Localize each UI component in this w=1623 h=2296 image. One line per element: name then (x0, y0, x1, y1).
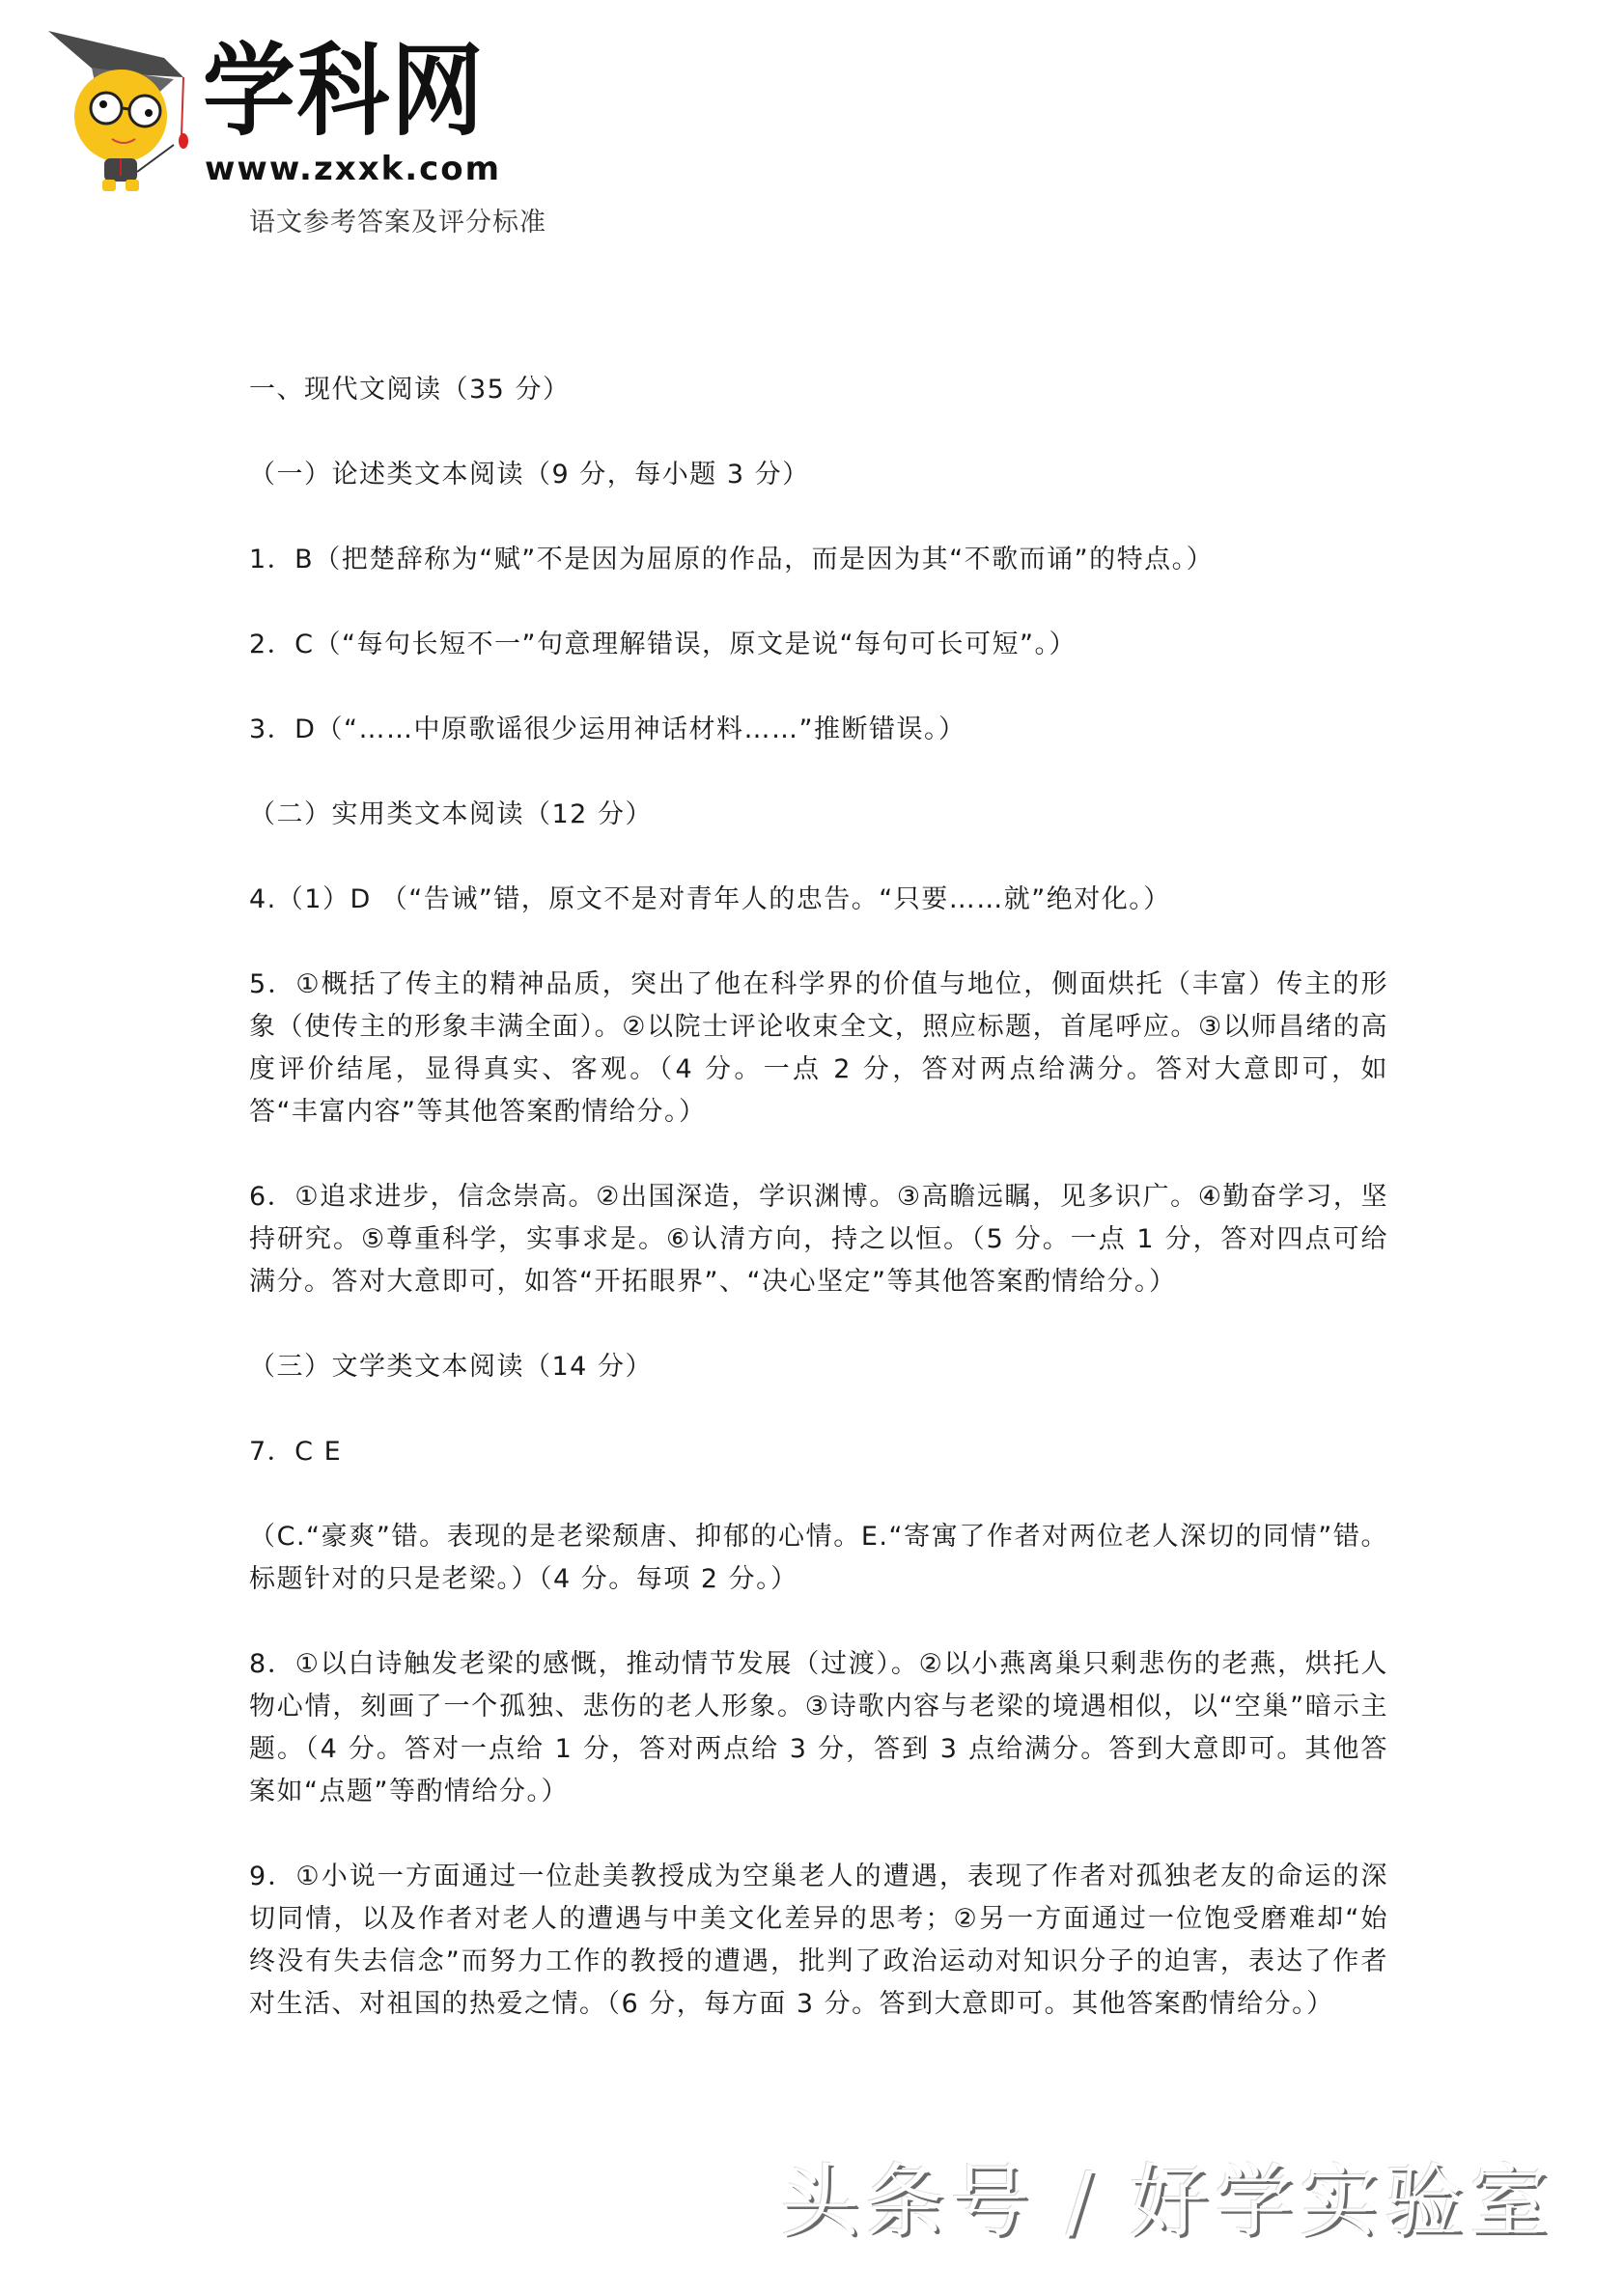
answer-item: 9．①小说一方面通过一位赴美教授成为空巢老人的遭遇，表现了作者对孤独老友的命运的深切同情，以及作者对老人的遭遇与中美文化差异的思考；②另一方面通过一位饱受磨难却“始终没有失去信念”而努力工作的教授的遭遇，批判了政治运动对知识分子的迫害，表达了作者对生活、对祖国的热爱之情。（6 分，每方面 3 分。答到大意即可。其他答案酌情给分。） (249, 1862, 1388, 2019)
subsection-heading-argumentative: （一）论述类文本阅读（9 分，每小题 3 分） (249, 460, 810, 490)
answer-item: 7．C E (249, 1437, 343, 1467)
document-title: 语文参考答案及评分标准 (249, 208, 546, 238)
subsection-heading-practical: （二）实用类文本阅读（12 分） (249, 799, 653, 829)
brand-name: 学科网 (203, 32, 486, 150)
answer-item: （C.“豪爽”错。表现的是老梁颓唐、抑郁的心情。E.“寄寓了作者对两位老人深切的同情”错。标题针对的只是老梁。）（4 分。每项 2 分。） (249, 1522, 1388, 1594)
answer-item: 5．①概括了传主的精神品质，突出了他在科学界的价值与地位，侧面烘托（丰富）传主的形象（使传主的形象丰满全面）。②以院士评论收束全文，照应标题，首尾呼应。③以师昌绪的高度评价结尾，显得真实、客观。（4 分。一点 2 分，答对两点给满分。答对大意即可，如答“丰富内容”等其他答案酌情给分。） (249, 969, 1388, 1127)
answer-item: 4.（1）D （“告诫”错，原文不是对青年人的忠告。“只要……就”绝对化。） (249, 884, 1171, 914)
brand-url: www.zxxk.com (205, 150, 502, 188)
mascot-graduate-icon (39, 19, 198, 193)
answer-item: 1．B（把楚辞称为“赋”不是因为屈原的作品，而是因为其“不歌而诵”的特点。） (249, 545, 1215, 574)
answer-key-body (249, 369, 1388, 2068)
watermark: 头条号 / 好学实验室 (780, 2156, 1554, 2248)
answer-item: 2．C（“每句长短不一”句意理解错误，原文是说“每句可长可短”。） (249, 630, 1077, 659)
subsection-heading-literary: （三）文学类文本阅读（14 分） (249, 1352, 653, 1382)
zxxk-logo (39, 19, 541, 193)
answer-item: 8．①以白诗触发老梁的感慨，推动情节发展（过渡）。②以小燕离巢只剩悲伤的老燕，烘托人物心情，刻画了一个孤独、悲伤的老人形象。③诗歌内容与老梁的境遇相似，以“空巢”暗示主题。（4 分。答对一点给 1 分，答对两点给 3 分，答到 3 点给满分。答到大意即可。其他答案如“点题”等酌情给分。） (249, 1649, 1388, 1806)
answer-item: 3．D（“……中原歌谣很少运用神话材料……”推断错误。） (249, 714, 966, 744)
answer-item: 6．①追求进步，信念崇高。②出国深造，学识渊博。③高瞻远瞩，见多识广。④勤奋学习，坚持研究。⑤尊重科学，实事求是。⑥认清方向，持之以恒。（5 分。一点 1 分，答对四点可给满分。答对大意即可，如答“开拓眼界”、“决心坚定”等其他答案酌情给分。） (249, 1182, 1388, 1297)
section-heading-modern-reading: 一、现代文阅读（35 分） (249, 375, 571, 405)
